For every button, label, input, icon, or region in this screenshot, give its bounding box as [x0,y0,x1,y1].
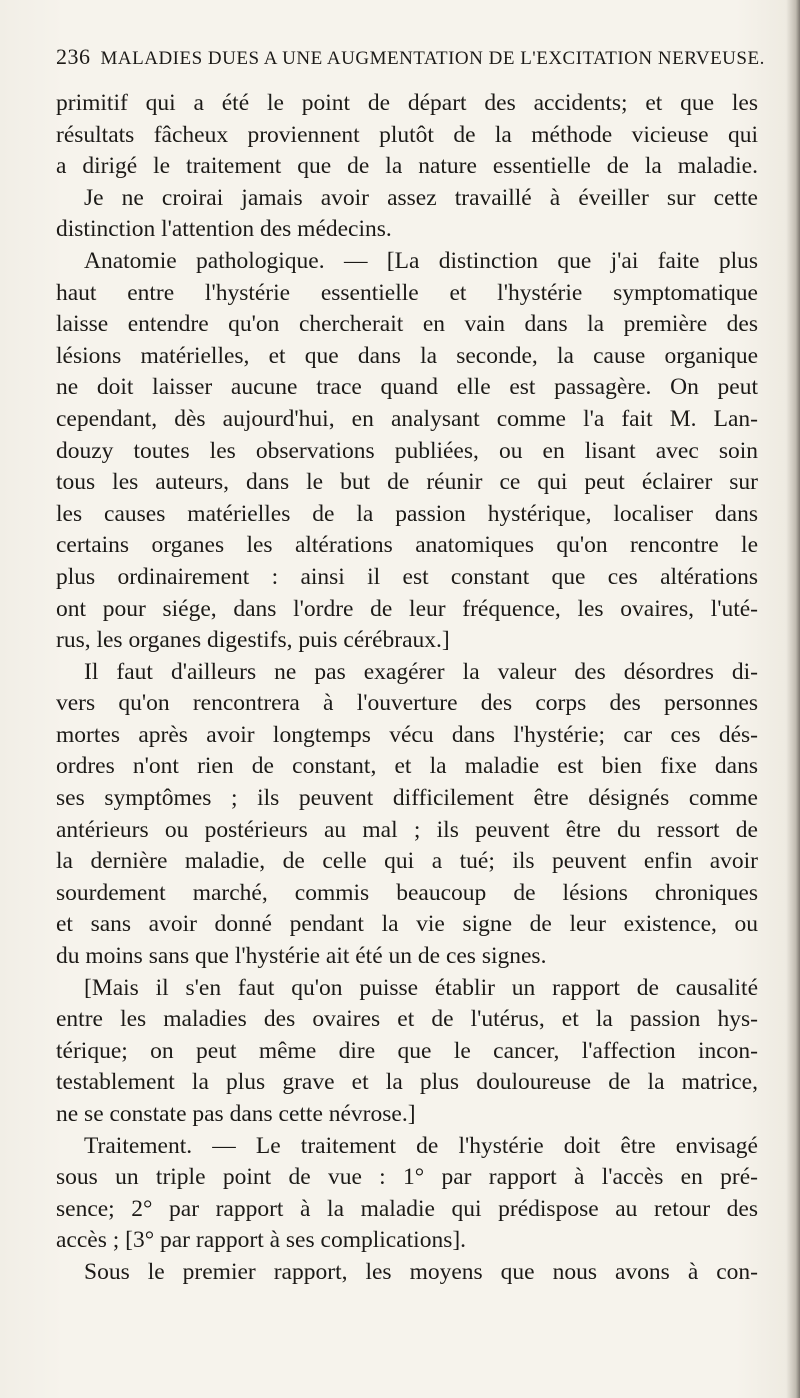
text-line: vers qu'on rencontrera à l'ouverture des corps des personnes [56,690,758,717]
text-line: sence; 2° par rapport à la maladie qui prédispose au retour des [56,1195,758,1222]
text-line: ont pour siége, dans l'ordre de leur fréquence, les ovaires, l'uté- [56,595,758,622]
text-line: ses symptômes ; ils peuvent difficilement être désignés comme [56,785,758,812]
running-header [56,44,765,70]
text-line: douzy toutes les observations publiées, ou en lisant avec soin [56,437,758,464]
text-line: du moins sans que l'hystérie ait été un de ces signes. [56,943,547,970]
text-line: lésions matérielles, et que dans la seconde, la cause organique [56,342,758,369]
text-line: Il faut d'ailleurs ne pas exagérer la valeur des désordres di- [84,658,758,685]
text-line: haut entre l'hystérie essentielle et l'hystérie symptomatique [56,279,758,306]
text-line: la dernière maladie, de celle qui a tué; ils peuvent enfin avoir [56,848,758,875]
text-line: a dirigé le traitement que de la nature essentielle de la maladie. [56,153,758,180]
text-line: entre les maladies des ovaires et de l'utérus, et la passion hys- [56,1006,758,1033]
section-heading-line: Traitement. — Le traitement de l'hystérie doit être envisagé [84,1132,758,1159]
text-line: ne se constate pas dans cette névrose.] [56,1101,416,1127]
running-title: MALADIES DUES A UNE AUGMENTATION DE L'EXCITATION NERVEUSE. [100,48,765,69]
page-edge-shadow [786,0,800,1398]
text-line: cependant, dès aujourd'hui, en analysant comme l'a fait M. Lan- [56,405,758,432]
text-line: distinction l'attention des médecins. [56,216,392,243]
text-line: accès ; [3° par rapport à ses complications]. [56,1227,467,1254]
text-line: rus, les organes digestifs, puis cérébraux.] [56,627,450,654]
text-line: Sous le premier rapport, les moyens que nous avons à con- [84,1258,758,1285]
text-line: laisse entendre qu'on chercherait en vain dans la première des [56,311,758,338]
text-line: primitif qui a été le point de départ des accidents; et que les [56,90,758,116]
text-line: testablement la plus grave et la plus douloureuse de la matrice, [56,1069,758,1096]
text-line: térique; on peut même dire que le cancer, l'affection incon- [56,1037,758,1064]
text-line: Je ne croirai jamais avoir assez travaillé à éveiller sur cette [84,184,758,211]
text-line: mortes après avoir longtemps vécu dans l'hystérie; car ces dés- [56,721,758,748]
text-line: ordres n'ont rien de constant, et la maladie est bien fixe dans [56,753,758,780]
text-line: et sans avoir donné pendant la vie signe de leur existence, ou [56,911,758,938]
text-line: résultats fâcheux proviennent plutôt de la méthode vicieuse qui [56,121,758,148]
text-line: antérieurs ou postérieurs au mal ; ils peuvent être du ressort de [56,816,758,843]
text-line: tous les auteurs, dans le but de réunir ce qui peut éclairer sur [56,469,758,496]
text-line: les causes matérielles de la passion hystérique, localiser dans [56,500,758,527]
text-line: sous un triple point de vue : 1° par rapport à l'accès en pré- [56,1164,758,1191]
text-line: sourdement marché, commis beaucoup de lésions chroniques [56,879,758,906]
text-line: plus ordinairement : ainsi il est constant que ces altérations [56,563,758,590]
text-line: ne doit laisser aucune trace quand elle est passagère. On peut [56,374,758,401]
section-heading-line: Anatomie pathologique. — [La distinction que j'ai faite plus [84,247,758,274]
page-number: 236 [56,44,91,69]
body-text [56,88,758,1289]
text-line: [Mais il s'en faut qu'on puisse établir un rapport de causalité [84,974,758,1001]
text-line: certains organes les altérations anatomiques qu'on rencontre le [56,532,758,559]
